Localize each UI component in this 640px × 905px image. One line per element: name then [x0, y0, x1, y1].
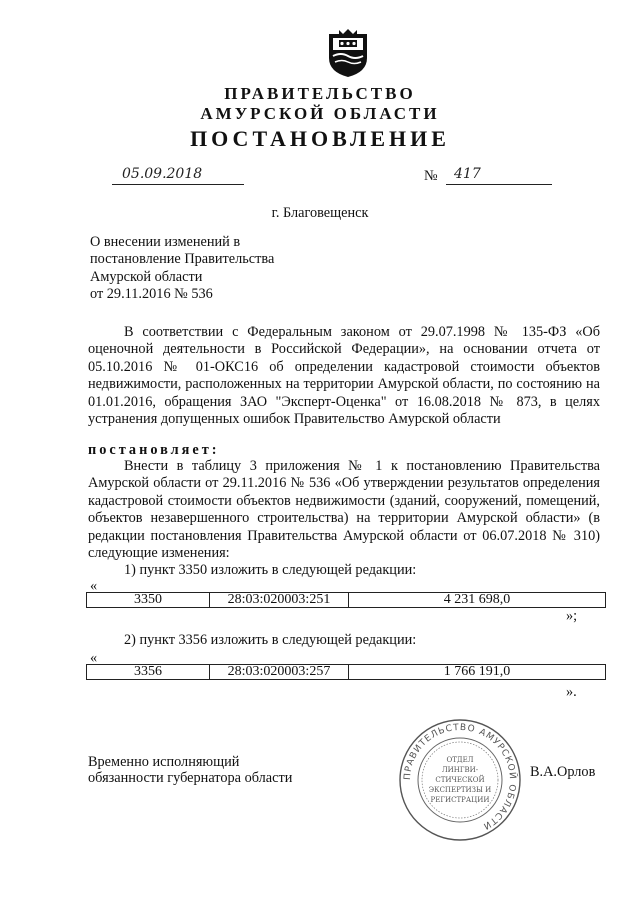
close-quote-2: ». — [566, 684, 577, 700]
intro-paragraph: В соответствии с Федеральным законом от 29.07.1998 № 135-ФЗ «Об оценочной деятельности в Российской Федерации», на основании отчета от 05.10.2016 № 01-ОКС16 об определении кадастровой стоимости объектов недвижимости, расположенных на территории Амурской области, по состоянию на 01.01.2016, обращения ЗАО "Эксперт-Оценка" от 16.08.2018 № 873, в целях устранения допущенных ошибок Правительство Амурской области — [88, 324, 600, 428]
cell-number: 3350 — [87, 593, 210, 608]
table-item-3350 — [86, 592, 606, 608]
cell-value: 1 766 191,0 — [349, 665, 606, 680]
item2-text: 2) пункт 3356 изложить в следующей редакции: — [124, 632, 417, 648]
seal-text-line: ЛИНГВИ- — [441, 766, 479, 774]
table-row — [87, 593, 606, 608]
signer-name: В.А.Орлов — [530, 764, 596, 780]
close-quote-1: »; — [566, 608, 578, 624]
subject-block — [90, 234, 350, 304]
signer-title-line2: обязанности губернатора области — [88, 770, 293, 786]
item1-text: 1) пункт 3350 изложить в следующей редакции: — [124, 562, 417, 578]
official-seal-icon — [398, 718, 522, 842]
table-item-3356 — [86, 664, 606, 680]
number-line — [446, 168, 552, 185]
government-title: ПРАВИТЕЛЬСТВО — [224, 84, 416, 103]
document-type: ПОСТАНОВЛЕНИЕ — [190, 126, 450, 151]
number-label: № — [424, 168, 438, 184]
decree-paragraph: Внести в таблицу 3 приложения № 1 к постановлению Правительства Амурской области от 29.11.2016 № 536 «Об утверждении результатов определения кадастровой стоимости объектов недвижимости (зданий, сооружений, помещений, объектов незавершенного строительства) на территории Амурской области» (в редакции постановления Правительства Амурской области от 06.07.2018 № 310) следующие изменения: — [88, 458, 600, 562]
cell-number: 3356 — [87, 665, 210, 680]
cell-value: 4 231 698,0 — [349, 593, 606, 608]
subject-line: Амурской области — [90, 268, 203, 285]
region-title: АМУРСКОЙ ОБЛАСТИ — [200, 104, 440, 123]
seal-text-line: ЭКСПЕРТИЗЫ И — [428, 786, 492, 794]
seal-text-line: СТИЧЕСКОЙ — [435, 776, 485, 784]
subject-line: постановление Правительства — [90, 251, 275, 268]
cell-cadastral: 28:03:020003:251 — [210, 593, 349, 608]
date-line — [112, 168, 244, 185]
cell-cadastral: 28:03:020003:257 — [210, 665, 349, 680]
decree-word: постановляет: — [88, 442, 220, 458]
signer-title-line1: Временно исполняющий — [88, 754, 240, 770]
subject-line: О внесении изменений в — [90, 234, 241, 250]
number-handwritten: 417 — [454, 166, 481, 182]
seal-text-line: РЕГИСТРАЦИИ — [430, 796, 490, 804]
seal-text-line: ОТДЕЛ — [446, 756, 474, 764]
subject-line: от 29.11.2016 № 536 — [90, 286, 213, 303]
open-quote: « — [90, 578, 98, 594]
open-quote: « — [90, 650, 98, 666]
date-handwritten: 05.09.2018 — [122, 166, 203, 182]
table-row — [87, 665, 606, 680]
city: г. Благовещенск — [271, 205, 369, 221]
seal-ring-text: ПРАВИТЕЛЬСТВО АМУРСКОЙ ОБЛАСТИ — [402, 722, 518, 832]
coat-of-arms-icon — [325, 28, 371, 78]
